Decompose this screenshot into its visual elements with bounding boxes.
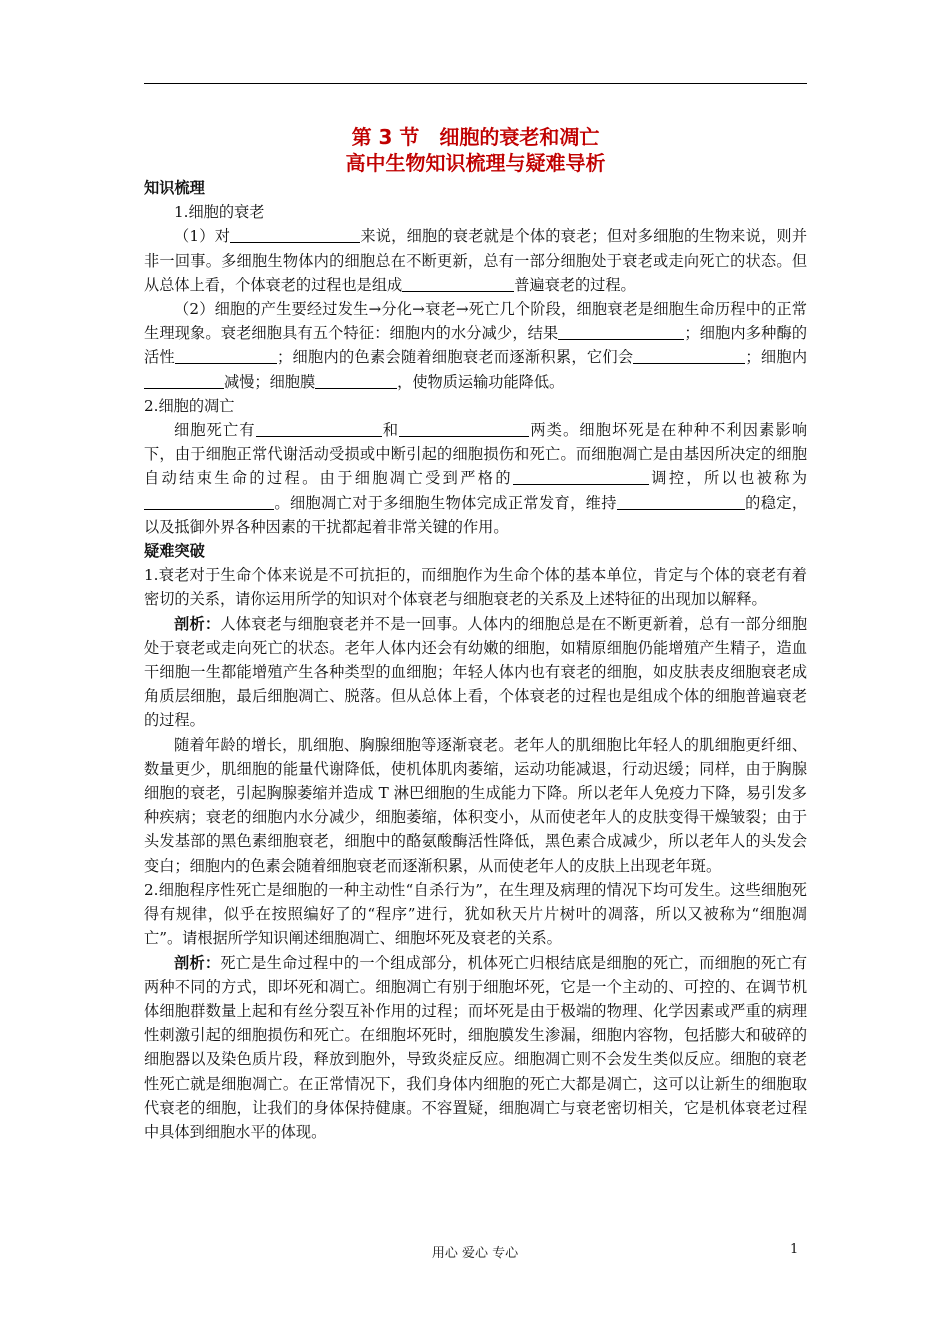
document-body xyxy=(144,176,807,1144)
fill-blank xyxy=(558,324,684,340)
document-subtitle: 高中生物知识梳理与疑难导析 xyxy=(345,151,606,175)
fill-blank xyxy=(175,348,277,364)
fill-blank xyxy=(144,373,224,389)
analysis-label: 剖析： xyxy=(174,953,221,972)
footer-text: 用心 爱心 专心 xyxy=(431,1246,519,1261)
fill-blank xyxy=(402,276,514,292)
analysis-label: 剖析： xyxy=(174,614,221,633)
fill-blank xyxy=(256,421,382,437)
section-heading-difficulties: 疑难突破 xyxy=(144,542,205,561)
fill-blank xyxy=(230,227,360,243)
page-number: 1 xyxy=(790,1242,799,1257)
analysis-1-paragraph-1: 剖析：人体衰老与细胞衰老并不是一回事。人体内的细胞总是在不断更新着，总有一部分细胞处于衰老或走向死亡的状态。老年人体内还会有幼嫩的细胞，如精原细胞仍能增殖产生精子，造血干细胞一生都能增殖产生各种类型的血细胞；年轻人体内也有衰老的细胞，如皮肤表皮细胞衰老成角质层细胞，最后细胞凋亡、脱落。但从总体上看，个体衰老的过程也是组成个体的细胞普遍衰老的过程。 xyxy=(144,614,808,730)
subheading-cell-aging: 1.细胞的衰老 xyxy=(174,203,265,222)
fill-blank xyxy=(617,494,745,510)
question-2: 2.细胞程序性死亡是细胞的一种主动性“自杀行为”，在生理及病理的情况下均可发生。这些细胞死得有规律，似乎在按照编好了的“程序”进行，犹如秋天片片树叶的凋落，所以又被称为“细胞凋亡”。请根据所学知识阐述细胞凋亡、细胞坏死及衰老的关系。 xyxy=(144,880,807,948)
subheading-cell-apoptosis: 2.细胞的凋亡 xyxy=(144,396,235,415)
analysis-1-paragraph-2: 随着年龄的增长，肌细胞、胸腺细胞等逐渐衰老。老年人的肌细胞比年轻人的肌细胞更纤细、数量更少，肌细胞的能量代谢降低，使机体肌肉萎缩，运动功能减退，行动迟缓；同样，由于胸腺细胞的衰老，引起胸腺萎缩并造成 T 淋巴细胞的生成能力下降。所以老年人免疫力下降，易引发多种疾病；衰老的细胞内水分减少，细胞萎缩，体积变小，从而使老年人的皮肤变得干燥皱裂；由于头发基部的黑色素细胞衰老，细胞中的酪氨酸酶活性降低，黑色素合成减少，所以老年人的头发会变白；细胞内的色素会随着细胞衰老而逐渐积累，从而使老年人的皮肤上出现老年斑。 xyxy=(144,735,807,875)
document-title: 第 3 节 细胞的衰老和凋亡 xyxy=(351,125,600,149)
fill-blank xyxy=(399,421,529,437)
fill-blank xyxy=(513,469,649,485)
fill-blank xyxy=(315,373,397,389)
paragraph-aging-2: （2）细胞的产生要经过发生→分化→衰老→死亡几个阶段，细胞衰老是细胞生命历程中的正常生理现象。衰老细胞具有五个特征：细胞内的水分减少，结果 ；细胞内多种酶的活性 ；细胞内的色素会随着细胞衰老而逐渐积累，它们会 ；细胞内减慢；细胞膜 ，使物质运输功能降低。 xyxy=(144,300,808,391)
paragraph-aging-1: （1）对 来说，细胞的衰老就是个体的衰老；但对多细胞的生物来说，则并非一回事。多细胞生物体内的细胞总在不断更新，总有一部分细胞处于衰老或走向死亡的状态。但从总体上看，个体衰老的过程也是组成 普遍衰老的过程。 xyxy=(144,227,808,294)
analysis-2: 剖析：死亡是生命过程中的一个组成部分，机体死亡归根结底是细胞的死亡，而细胞的死亡有两种不同的方式，即坏死和凋亡。细胞凋亡有别于细胞坏死，它是一个主动的、可控的、在调节机体细胞群数量上起和有丝分裂互补作用的过程；而坏死是由于极端的物理、化学因素或严重的病理性刺激引起的细胞损伤和死亡。在细胞坏死时，细胞膜发生渗漏，细胞内容物，包括膨大和破碎的细胞器以及染色质片段，释放到胞外，导致炎症反应。细胞凋亡则不会发生类似反应。细胞的衰老性死亡就是细胞凋亡。在正常情况下，我们身体内细胞的死亡大都是凋亡，这可以让新生的细胞取代衰老的细胞，让我们的身体保持健康。不容置疑，细胞凋亡与衰老密切相关，它是机体衰老过程中具体到细胞水平的体现。 xyxy=(144,953,808,1141)
section-heading-knowledge: 知识梳理 xyxy=(144,179,205,197)
fill-blank xyxy=(633,348,745,364)
fill-blank xyxy=(144,494,274,510)
paragraph-apoptosis: 细胞死亡有 和 两类。细胞坏死是在种种不利因素影响下，由于细胞正常代谢活动受损或中断引起的细胞损伤和死亡。而细胞凋亡是由基因所决定的细胞自动结束生命的过程。由于细胞凋亡受到严格的 调控，所以也被称为。细胞凋亡对于多细胞生物体完成正常发育，维持 的稳定，以及抵御外界各种因素的干扰都起着非常关键的作用。 xyxy=(144,421,808,536)
header-rule xyxy=(144,83,807,84)
question-1: 1.衰老对于生命个体来说是不可抗拒的，而细胞作为生命个体的基本单位，肯定与个体的衰老有着密切的关系，请你运用所学的知识对个体衰老与细胞衰老的关系及上述特征的出现加以解释。 xyxy=(144,566,807,609)
